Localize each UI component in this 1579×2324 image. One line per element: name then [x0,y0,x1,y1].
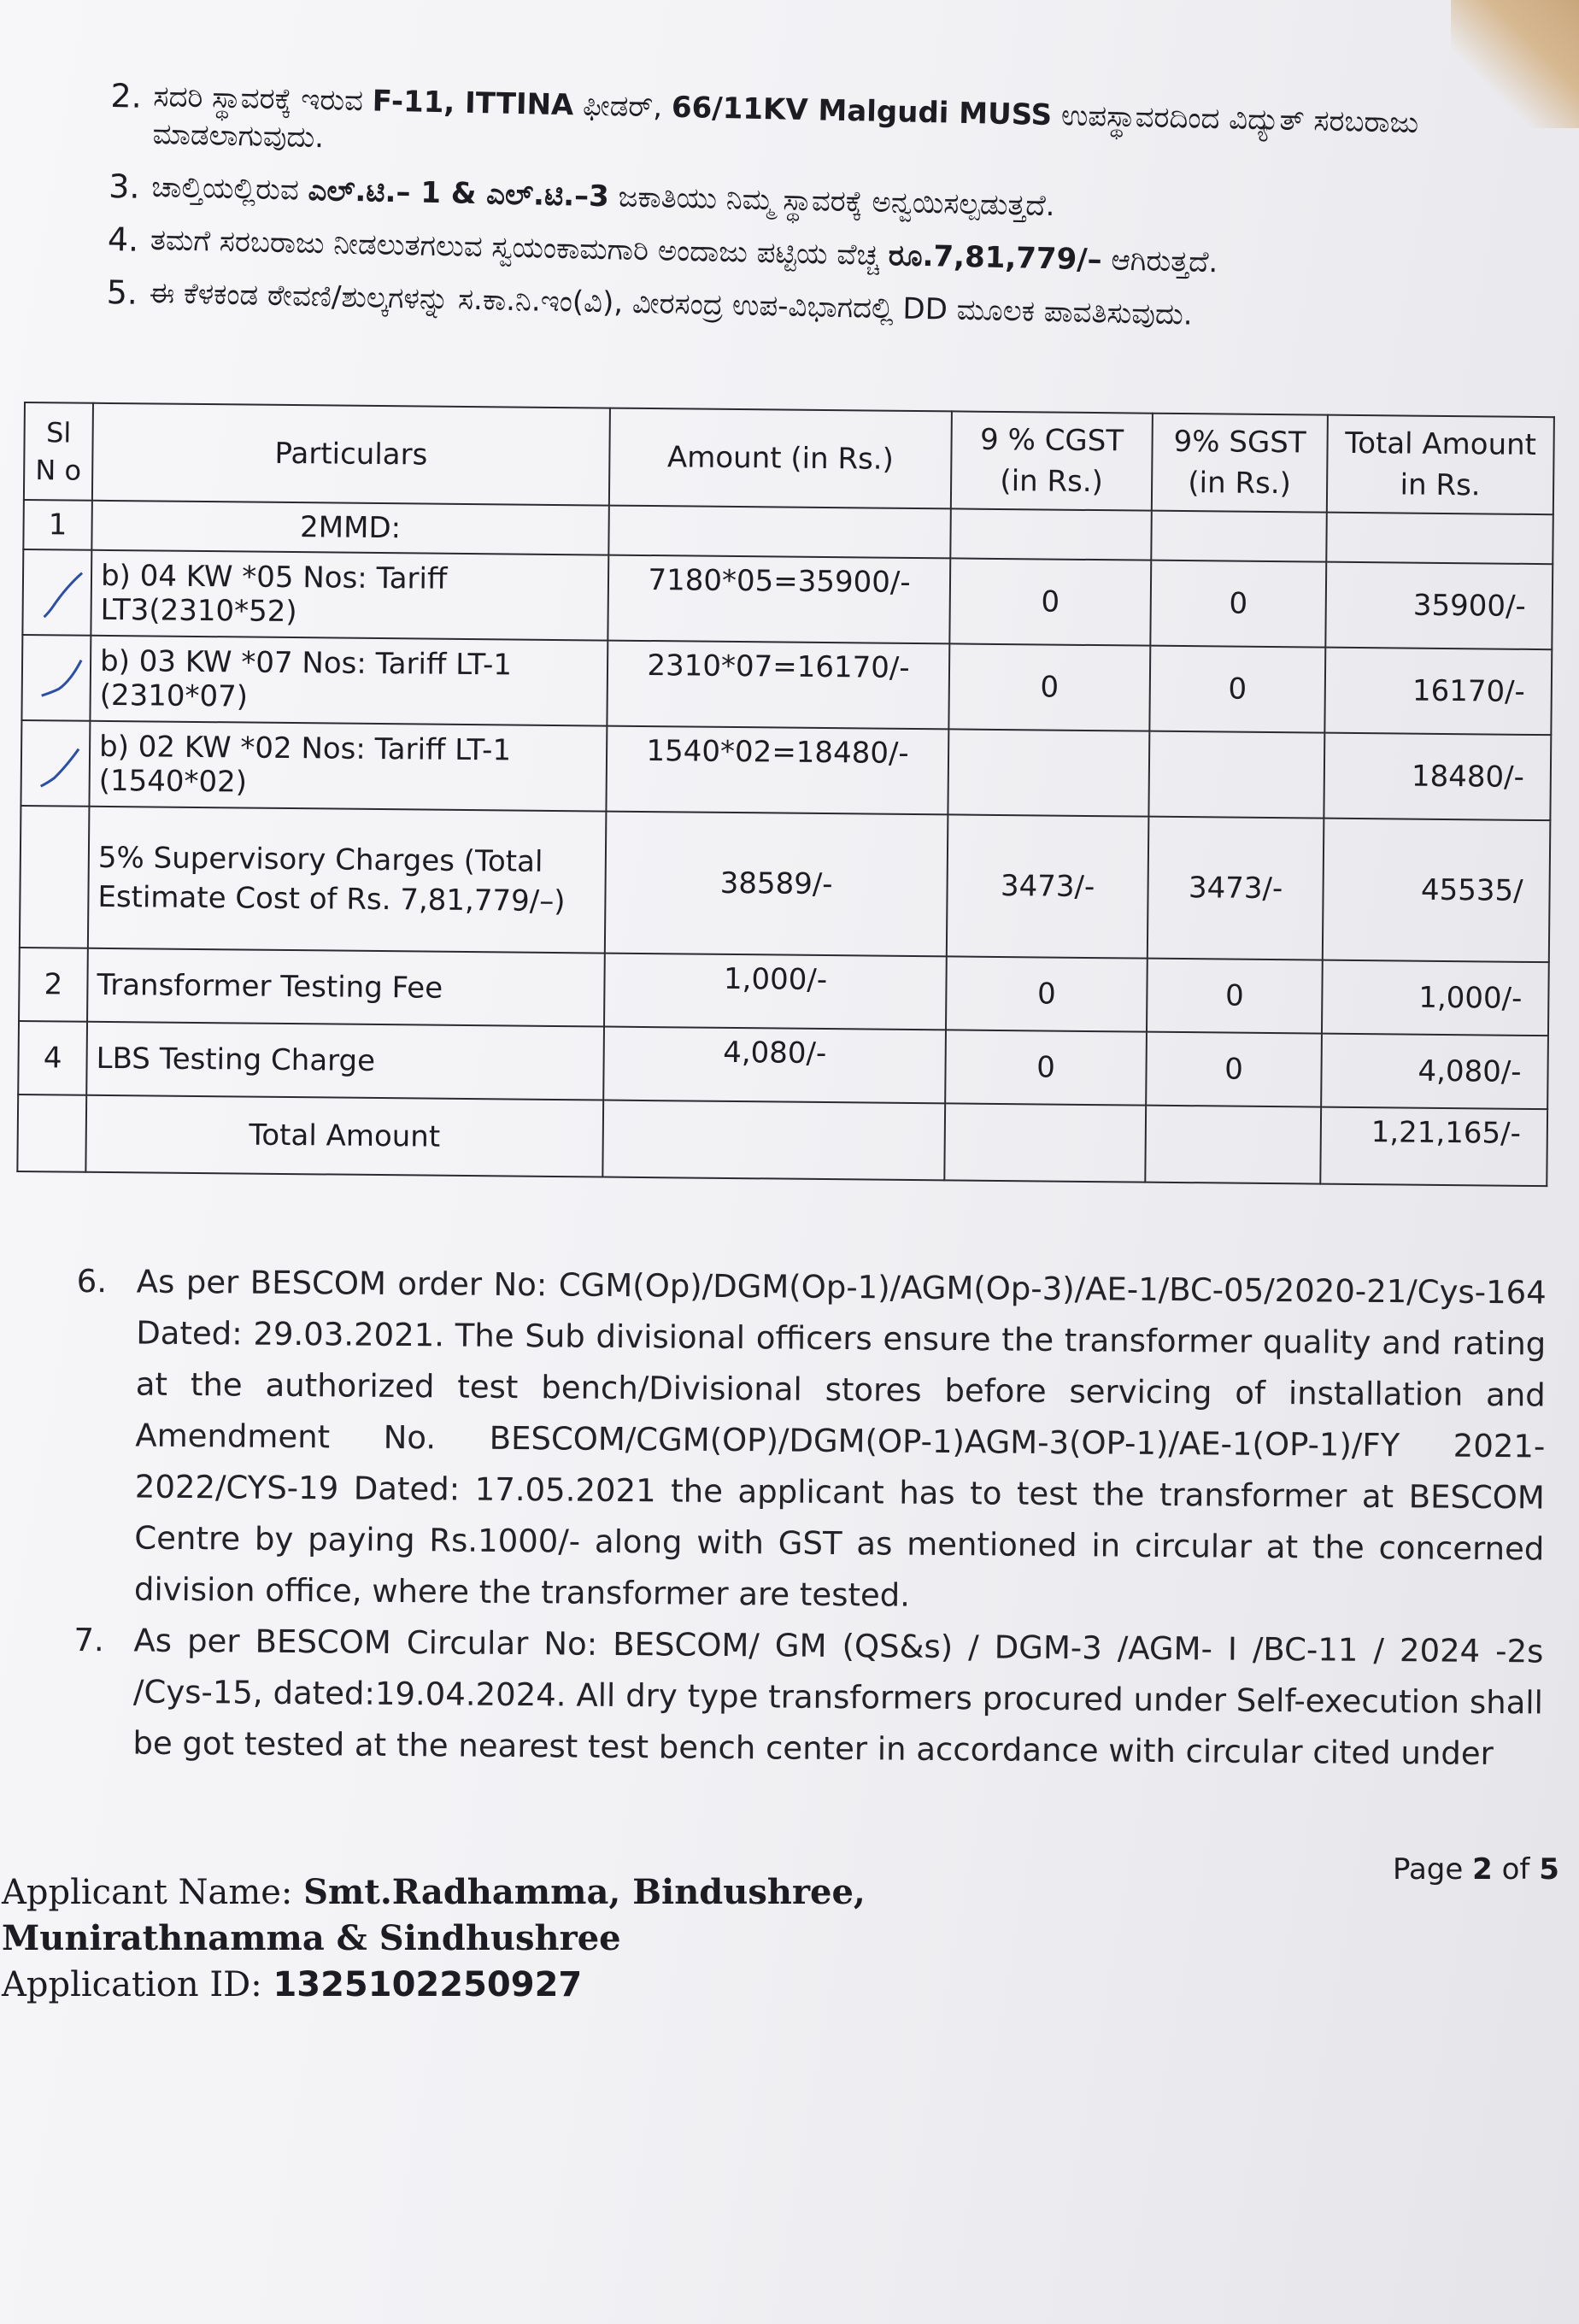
applicant-name-line [2,1869,866,1916]
cell-amount: 38589/- [605,812,948,957]
cell-sgst: 0 [1147,959,1323,1034]
point-number: 4. [107,220,139,259]
check-mark-icon [40,654,84,706]
cell-particulars: 5% Supervisory Charges (Total Estimate Cost of Rs. 7,81,779/–) [88,807,607,954]
cell-amount: 7180*05=35900/- [608,555,950,644]
english-point-7 [73,1615,1543,1781]
header-cgst: 9 % CGST (in Rs.) [951,411,1153,510]
cell-sgst [1151,511,1327,562]
charges-table [16,402,1555,1187]
point-text [151,168,1528,235]
point-text-part: ಫೀಡರ್, [572,88,672,125]
cell-amount: 1540*02=18480/- [606,726,948,815]
table-row [21,635,1552,735]
cell-particulars: b) 04 KW *05 Nos: Tariff LT3(2310*52) [91,550,608,641]
point-text [150,221,1527,288]
cell-sl: 1 [23,500,92,550]
cell-sl: 2 [19,948,88,1022]
page-number [1393,1852,1559,1887]
kannada-points-list [106,77,1529,356]
cell-particulars: 2MMD: [91,501,609,555]
table-row [20,806,1551,962]
cell-particulars: b) 02 KW *02 Nos: Tariff LT-1 (1540*02) [89,721,607,812]
cell-sl [17,1095,86,1172]
english-points-list [73,1256,1547,1780]
application-id-line [2,1962,866,2008]
point-number: 5. [106,273,138,312]
cell-sl: 4 [18,1021,87,1095]
point-number: 6. [76,1262,108,1300]
point-text-bold: F-11, ITTINA [372,84,574,123]
point-text [152,78,1529,182]
cell-cgst: 0 [948,643,1150,731]
cell-total [1326,513,1553,565]
kannada-point-2 [109,77,1529,182]
point-text: As per BESCOM order No: CGM(Op)/DGM(Op-1)/AGM(Op-3)/AE-1/BC-05/2020-21/Cys-164 Dated: 29.03.2021. The Sub divisional officers ensure the transformer quality and rating at the authorized test bench/Divisional stores before servicing of installation and Amendment No. BESCOM/CGM(OP)/DGM(OP-1)AGM-3(OP-1)/AE-1(OP-1)/FY 2021-2022/CYS-19 Dated: 17.05.2021 the applicant has to test the transformer at BESCOM Centre by paying Rs.1000/- along with GST as mentioned in circular at the concerned division office, where the transformer are tested. [133,1263,1547,1614]
cell-total: 45535/ [1323,819,1551,963]
cell-cgst: 3473/- [947,814,1149,958]
point-text-part: ಸದರಿ ಸ್ಥಾವರಕ್ಕೆ ಇರುವ [153,79,373,119]
header-sgst: 9% SGST (in Rs.) [1152,414,1328,513]
point-text-bold: ಎಲ್.ಟಿ.– 1 & ಎಲ್.ಟಿ.–3 [308,173,610,214]
kannada-point-5 [106,273,1525,341]
point-text-part: ಜಕಾತಿಯು ನಿಮ್ಮ ಸ್ಥಾವರಕ್ಕೆ ಅನ್ವಯಿಸಲ್ಪಡುತ್ತದೆ. [608,179,1055,224]
cell-sl [22,549,91,636]
applicant-name-value-cont: Munirathnamma & Sindhushree [2,1918,621,1958]
point-number: 2. [110,77,143,115]
applicant-name-value: Smt.Radhamma, Bindushree, [303,1872,866,1912]
header-amount: Amount (in Rs.) [609,408,952,509]
cell-cgst: 0 [946,956,1148,1031]
application-id-label: Application ID: [2,1965,262,2004]
header-sl-no: Sl N o [24,402,93,501]
page-total: 5 [1539,1852,1559,1887]
cell-cgst: 0 [949,558,1151,645]
total-value: 1,21,165/- [1320,1107,1547,1187]
cell-amount: 4,080/- [603,1027,946,1104]
cell-total: 1,000/- [1322,960,1549,1036]
point-text-part: ತಮಗೆ ಸರಬರಾಜು ನೀಡಲುತಗಲುವ ಸ್ವಯಂಕಾಮಗಾರಿ ಅಂದಾಜು ಪಟ್ಟಿಯ ವೆಚ್ಚ [150,223,889,273]
point-text-part: ಚಾಲ್ತಿಯಲ್ಲಿರುವ [150,170,309,208]
cell-sl [20,806,90,948]
point-text: ಈ ಕೆಳಕಂಡ ಠೇವಣಿ/ಶುಲ್ಕಗಳನ್ನು ಸ.ಕಾ.ನಿ.ಇಂ(ವಿ), ವೀರಸಂದ್ರ ಉಪ-ವಿಭಾಗದಲ್ಲಿ DD ಮೂಲಕ ಪಾವತಿಸುವುದು. [149,275,1194,332]
point-text-bold: 66/11KV Malgudi MUSS [671,90,1053,133]
cell-sgst: 0 [1149,646,1325,733]
cell-sgst: 0 [1150,560,1326,648]
cell-cgst [944,1103,1146,1182]
cell-cgst [948,729,1149,816]
english-point-6 [74,1256,1547,1626]
header-particulars: Particulars [92,403,610,506]
total-label: Total Amount [85,1095,603,1177]
cell-amount: 1,000/- [604,954,947,1030]
applicant-name-label: Applicant Name: [2,1873,293,1912]
cell-cgst: 0 [945,1030,1147,1105]
cell-total: 16170/- [1324,648,1552,736]
header-total: Total Amount in Rs. [1327,415,1554,515]
check-mark-icon [41,569,85,620]
table-row [21,720,1551,820]
check-mark-icon [39,740,83,791]
cell-sgst: 0 [1146,1032,1322,1107]
cell-amount [608,506,951,559]
cell-sl [21,635,91,721]
cell-sgst: 3473/- [1148,817,1324,960]
point-number: 7. [73,1621,104,1659]
cell-amount: 2310*07=16170/- [607,641,949,730]
page-of: of [1501,1852,1530,1887]
application-id-value: 1325102250927 [273,1965,583,2004]
cell-total: 18480/- [1324,733,1551,821]
table-total-row [17,1095,1547,1186]
page-label: Page [1393,1852,1464,1887]
cell-particulars: LBS Testing Charge [86,1022,604,1100]
applicant-footer [2,1869,866,2008]
page-current: 2 [1472,1852,1493,1887]
cell-sgst [1148,731,1324,819]
cell-total: 4,080/- [1321,1034,1548,1110]
point-text-part: ಆಗಿರುತ್ತದೆ. [1101,243,1218,280]
cell-sgst [1145,1106,1321,1184]
cell-particulars: Transformer Testing Fee [87,948,605,1027]
charges-table-wrap [16,402,1553,1187]
point-text: As per BESCOM Circular No: BESCOM/ GM (QS&s) / DGM-3 /AGM- I /BC-11 / 2024 -2s /Cys-15, dated:19.04.2024. All dry type transformers procured under Self-execution shall be got tested at the nearest test bench center in accordance with circular cited under [132,1622,1544,1773]
cell-cgst [950,508,1152,560]
point-text-bold: ರೂ.7,81,779/– [888,238,1103,278]
cell-amount [602,1100,945,1181]
point-number: 3. [108,167,141,206]
table-row [22,549,1553,649]
cell-sl [21,720,90,807]
table-header-row [24,402,1554,514]
cell-total: 35900/- [1325,562,1553,650]
cell-particulars: b) 03 KW *07 Nos: Tariff LT-1 (2310*07) [90,636,608,726]
point-text-part: ಉಪಸ್ಥಾವರದಿಂದ ವಿದ್ಯುತ್ ಸರಬರಾಜು ಮಾಡಲಾಗುವುದು. [152,98,1419,156]
